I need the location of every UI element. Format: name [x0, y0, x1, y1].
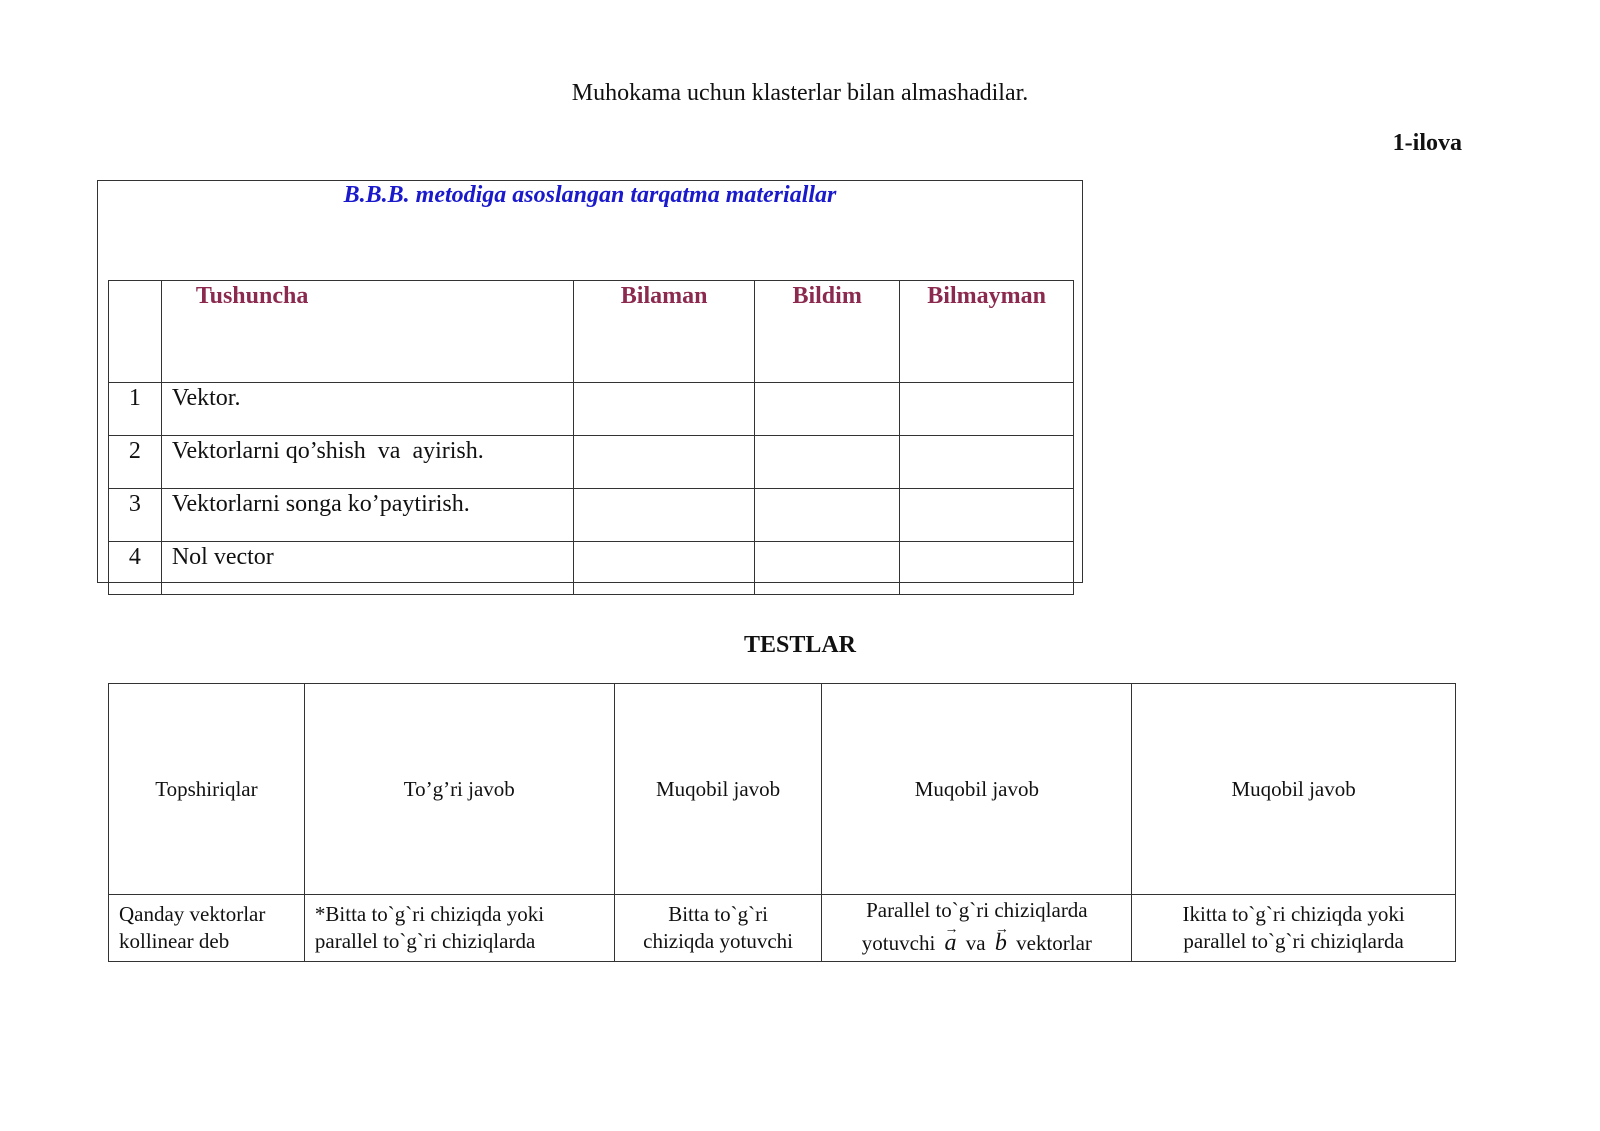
row-number: 3 [109, 489, 162, 542]
row-concept: Vektor. [161, 383, 573, 436]
row-number: 4 [109, 542, 162, 595]
answer-line: parallel to`g`ri chiziqlarda [314, 929, 536, 953]
row-concept: Nol vector [161, 542, 573, 595]
bbb-header-know: Bilaman [574, 281, 755, 383]
answer-word: va [965, 931, 986, 955]
table-row [109, 489, 1074, 542]
bbb-header-learned: Bildim [755, 281, 900, 383]
table-row [109, 542, 1074, 595]
bbb-header-row [109, 281, 1074, 383]
tests-table [108, 683, 1456, 962]
tests-header-alt-2: Muqobil javob [822, 684, 1132, 895]
bbb-table [108, 280, 1074, 595]
bbb-header-concept: Tushuncha [161, 281, 573, 383]
row-concept: Vektorlarni songa ko’paytirish. [161, 489, 573, 542]
row-concept: Vektorlarni qo’shish va ayirish. [161, 436, 573, 489]
cell-know [574, 489, 755, 542]
table-row [109, 895, 1456, 962]
tests-header-tasks: Topshiriqlar [109, 684, 305, 895]
cell-know [574, 383, 755, 436]
answer-line [822, 930, 1131, 957]
answer-word: vektorlar [1016, 931, 1092, 955]
answer-line: *Bitta to`g`ri chiziqda yoki [314, 902, 545, 926]
task-line: Qanday vektorlar [119, 902, 266, 926]
alt-answer-1-cell [614, 895, 822, 962]
cell-learned [755, 489, 900, 542]
task-line: kollinear deb [119, 929, 230, 953]
cell-learned [755, 436, 900, 489]
answer-line: Bitta to`g`ri [668, 902, 768, 926]
tests-header-row [109, 684, 1456, 895]
cell-learned [755, 542, 900, 595]
bbb-header-num [109, 281, 162, 383]
cell-dont-know [900, 542, 1074, 595]
correct-answer-cell [304, 895, 614, 962]
row-number: 2 [109, 436, 162, 489]
alt-answer-2-cell [822, 895, 1132, 962]
row-number: 1 [109, 383, 162, 436]
cell-dont-know [900, 489, 1074, 542]
bbb-header-dont-know: Bilmayman [900, 281, 1074, 383]
answer-line: chiziqda yotuvchi [643, 929, 793, 953]
answer-word: yotuvchi [861, 931, 936, 955]
bbb-title: B.B.B. metodiga asoslangan tarqatma materiallar [343, 182, 837, 208]
alt-answer-3-cell [1132, 895, 1456, 962]
tests-header-alt-1: Muqobil javob [614, 684, 822, 895]
cell-dont-know [900, 383, 1074, 436]
tests-title: TESTLAR [743, 632, 857, 658]
answer-line: Ikitta to`g`ri chiziqda yoki [1182, 902, 1405, 926]
vector-a: → a [945, 930, 957, 957]
tests-header-correct: To’g’ri javob [304, 684, 614, 895]
cell-know [574, 436, 755, 489]
answer-line: parallel to`g`ri chiziqlarda [1183, 929, 1404, 953]
answer-line: Parallel to`g`ri chiziqlarda [866, 898, 1088, 922]
table-row [109, 436, 1074, 489]
table-row [109, 383, 1074, 436]
cell-dont-know [900, 436, 1074, 489]
intro-text: Muhokama uchun klasterlar bilan almashadilar. [571, 80, 1029, 106]
task-cell [109, 895, 305, 962]
appendix-label: 1-ilova [1392, 130, 1462, 156]
vector-b: → b [995, 930, 1007, 957]
cell-know [574, 542, 755, 595]
tests-header-alt-3: Muqobil javob [1132, 684, 1456, 895]
cell-learned [755, 383, 900, 436]
